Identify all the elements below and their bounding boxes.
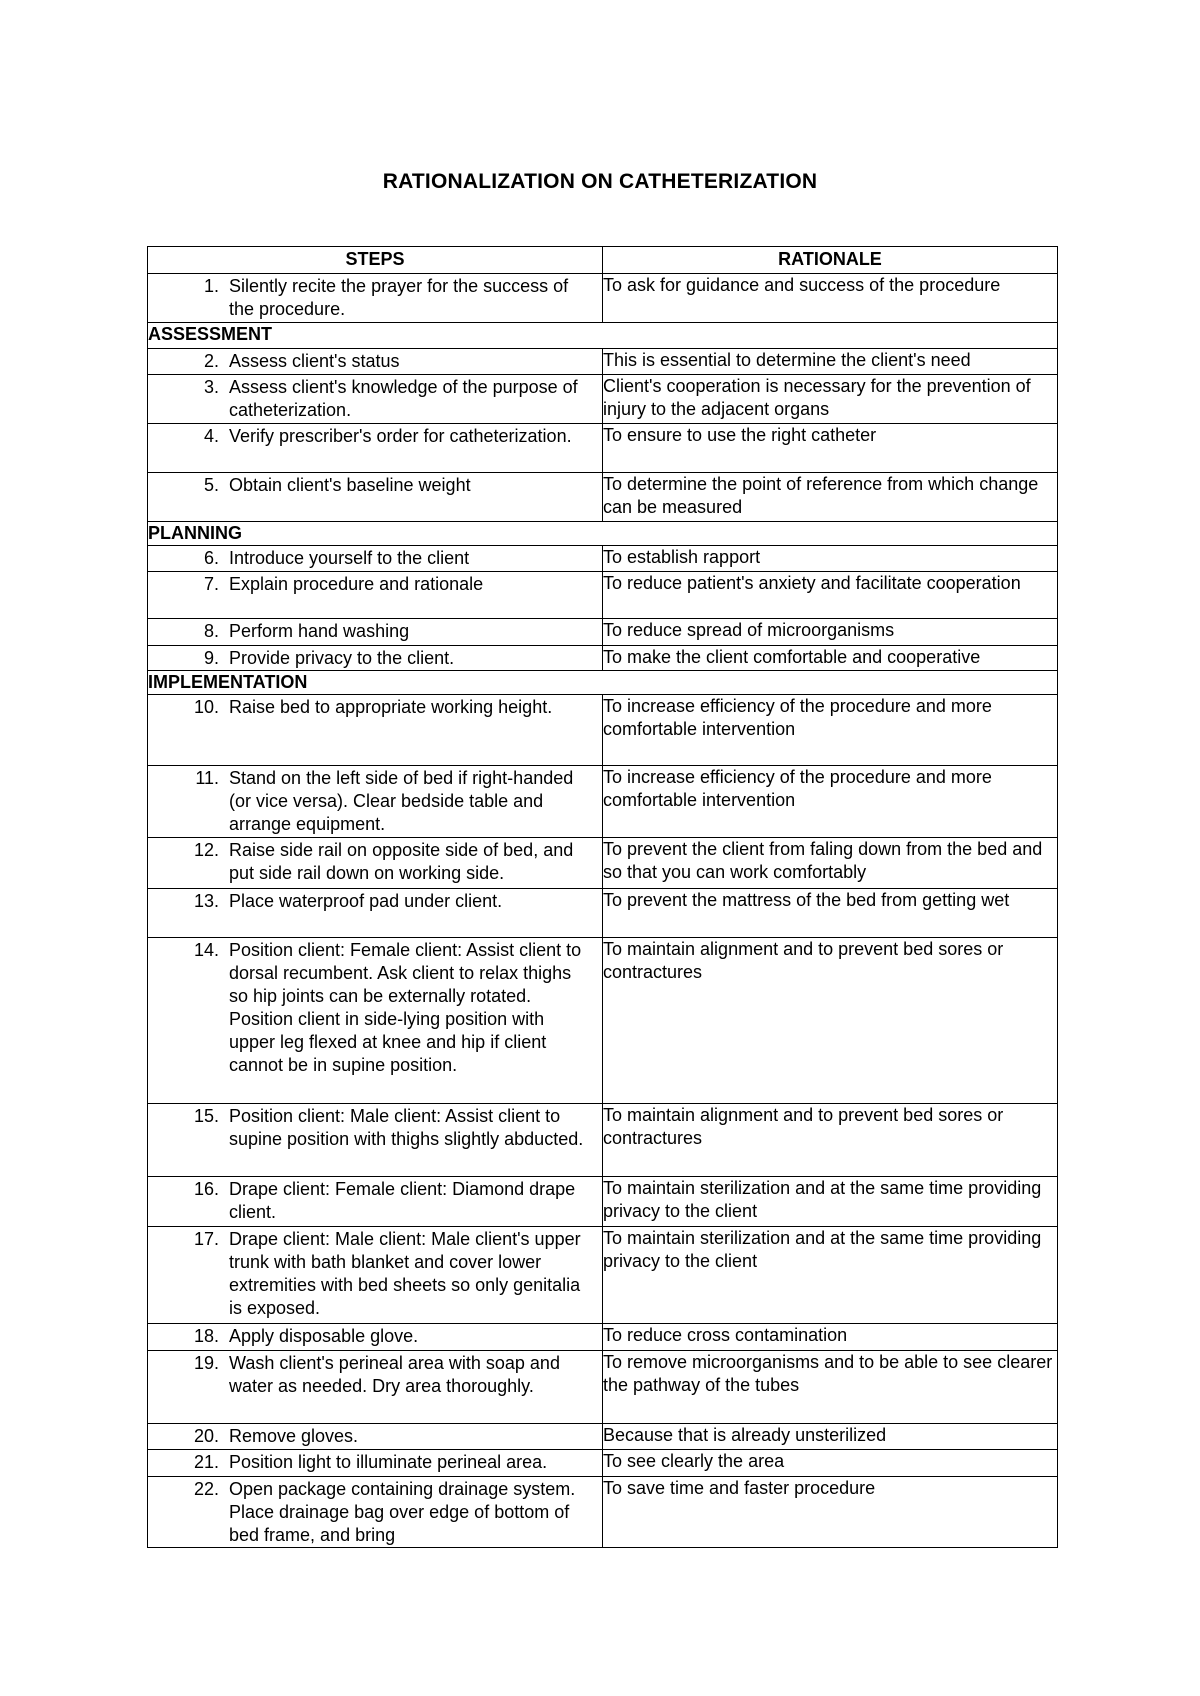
table-row bbox=[148, 889, 1058, 938]
step-content bbox=[148, 572, 602, 596]
step-content bbox=[148, 1227, 602, 1320]
step-number: 11. bbox=[195, 768, 219, 788]
step-text: Position client: Female client: Assist client to dorsal recumbent. Ask client to relax thighs so hip joints can be externally rotated. Position client in side-lying position with upper leg flexed at knee and hip if client cannot be in supine position. bbox=[229, 940, 582, 1075]
step-text: Wash client's perineal area with soap and water as needed. Dry area thoroughly. bbox=[229, 1353, 560, 1396]
step-cell bbox=[148, 889, 603, 938]
table-row bbox=[148, 1177, 1058, 1227]
step-content bbox=[148, 889, 602, 913]
step-content bbox=[148, 424, 602, 448]
step-number: 5. bbox=[203, 475, 219, 495]
table-row bbox=[148, 1324, 1058, 1351]
step-text: Drape client: Male client: Male client's upper trunk with bath blanket and cover lower extremities with bed sheets so only genitalia is exposed. bbox=[229, 1229, 581, 1318]
table-header-row bbox=[148, 247, 1058, 274]
rationale-cell: To increase efficiency of the procedure and more comfortable intervention bbox=[603, 695, 1058, 766]
step-cell bbox=[148, 1477, 603, 1548]
step-number: 12. bbox=[193, 840, 219, 860]
rationale-cell: To maintain sterilization and at the same time providing privacy to the client bbox=[603, 1227, 1058, 1324]
table-row bbox=[148, 546, 1058, 572]
step-content bbox=[148, 1177, 602, 1224]
table-row bbox=[148, 766, 1058, 838]
table-row bbox=[148, 1477, 1058, 1548]
step-text: Apply disposable glove. bbox=[229, 1326, 419, 1346]
step-cell bbox=[148, 572, 603, 619]
step-number: 8. bbox=[203, 621, 219, 641]
step-cell bbox=[148, 424, 603, 473]
step-cell bbox=[148, 1177, 603, 1227]
step-text: Position light to illuminate perineal area. bbox=[229, 1452, 548, 1472]
step-content bbox=[148, 1324, 602, 1348]
step-text: Provide privacy to the client. bbox=[229, 648, 455, 668]
step-content bbox=[148, 838, 602, 885]
step-cell bbox=[148, 646, 603, 671]
step-cell bbox=[148, 546, 603, 572]
section-label: ASSESSMENT bbox=[148, 323, 1058, 349]
step-content bbox=[148, 546, 602, 570]
step-content bbox=[148, 938, 602, 1077]
rationale-cell: To maintain alignment and to prevent bed sores or contractures bbox=[603, 938, 1058, 1104]
step-cell bbox=[148, 1227, 603, 1324]
rationale-cell: To increase efficiency of the procedure and more comfortable intervention bbox=[603, 766, 1058, 838]
rationale-cell: To maintain alignment and to prevent bed sores or contractures bbox=[603, 1104, 1058, 1177]
table-row bbox=[148, 375, 1058, 424]
rationale-cell: This is essential to determine the client's need bbox=[603, 349, 1058, 375]
step-text: Perform hand washing bbox=[229, 621, 410, 641]
step-text: Introduce yourself to the client bbox=[229, 548, 470, 568]
table-row bbox=[148, 424, 1058, 473]
table-row bbox=[148, 938, 1058, 1104]
rationale-cell: To determine the point of reference from which change can be measured bbox=[603, 473, 1058, 522]
step-number: 19. bbox=[193, 1353, 219, 1373]
step-number: 21. bbox=[193, 1452, 219, 1472]
section-row bbox=[148, 671, 1058, 695]
rationale-cell: To save time and faster procedure bbox=[603, 1477, 1058, 1548]
table-row bbox=[148, 572, 1058, 619]
section-row bbox=[148, 522, 1058, 546]
step-number: 17. bbox=[193, 1229, 219, 1249]
step-number: 2. bbox=[203, 351, 219, 371]
step-text: Silently recite the prayer for the success of the procedure. bbox=[229, 276, 569, 319]
table-row bbox=[148, 646, 1058, 671]
section-row bbox=[148, 323, 1058, 349]
step-number: 3. bbox=[203, 377, 219, 397]
table-row bbox=[148, 619, 1058, 646]
table-row bbox=[148, 473, 1058, 522]
step-content bbox=[148, 274, 602, 321]
step-content bbox=[148, 375, 602, 422]
rationale-cell: To remove microorganisms and to be able to see clearer the pathway of the tubes bbox=[603, 1351, 1058, 1424]
step-number: 7. bbox=[203, 574, 219, 594]
rationale-cell: Because that is already unsterilized bbox=[603, 1424, 1058, 1450]
rationale-cell: To establish rapport bbox=[603, 546, 1058, 572]
table-row bbox=[148, 838, 1058, 889]
step-cell bbox=[148, 473, 603, 522]
rationale-cell: To reduce patient's anxiety and facilitate cooperation bbox=[603, 572, 1058, 619]
step-number: 20. bbox=[193, 1426, 219, 1446]
step-text: Drape client: Female client: Diamond drape client. bbox=[229, 1179, 576, 1222]
rationale-cell: To see clearly the area bbox=[603, 1450, 1058, 1477]
step-cell bbox=[148, 1104, 603, 1177]
table-body bbox=[148, 274, 1058, 1548]
step-text: Assess client's status bbox=[229, 351, 400, 371]
step-number: 15. bbox=[193, 1106, 219, 1126]
step-cell bbox=[148, 619, 603, 646]
step-number: 18. bbox=[193, 1326, 219, 1346]
table-row bbox=[148, 349, 1058, 375]
step-content bbox=[148, 766, 602, 836]
rationale-cell: To prevent the mattress of the bed from getting wet bbox=[603, 889, 1058, 938]
steps-column-header: STEPS bbox=[148, 247, 603, 274]
step-cell bbox=[148, 838, 603, 889]
table-row bbox=[148, 1227, 1058, 1324]
step-cell bbox=[148, 274, 603, 323]
table-row bbox=[148, 1351, 1058, 1424]
step-content bbox=[148, 1424, 602, 1448]
table-row bbox=[148, 274, 1058, 323]
table-row bbox=[148, 1450, 1058, 1477]
step-text: Remove gloves. bbox=[229, 1426, 359, 1446]
step-number: 13. bbox=[193, 891, 219, 911]
step-cell bbox=[148, 1324, 603, 1351]
step-text: Position client: Male client: Assist client to supine position with thighs slightly abducted. bbox=[229, 1106, 584, 1149]
step-number: 16. bbox=[193, 1179, 219, 1199]
step-cell bbox=[148, 375, 603, 424]
table-row bbox=[148, 1424, 1058, 1450]
rationale-cell: Client's cooperation is necessary for the prevention of injury to the adjacent organs bbox=[603, 375, 1058, 424]
step-text: Open package containing drainage system. Place drainage bag over edge of bottom of bed frame, and bring bbox=[229, 1479, 576, 1545]
document-title: RATIONALIZATION ON CATHETERIZATION bbox=[382, 170, 818, 193]
step-text: Place waterproof pad under client. bbox=[229, 891, 503, 911]
rationale-column-header: RATIONALE bbox=[603, 247, 1058, 274]
rationale-cell: To make the client comfortable and cooperative bbox=[603, 646, 1058, 671]
rationale-cell: To maintain sterilization and at the same time providing privacy to the client bbox=[603, 1177, 1058, 1227]
step-content bbox=[148, 646, 602, 670]
rationale-cell: To reduce spread of microorganisms bbox=[603, 619, 1058, 646]
step-content bbox=[148, 1104, 602, 1151]
step-text: Explain procedure and rationale bbox=[229, 574, 484, 594]
step-text: Raise side rail on opposite side of bed, and put side rail down on working side. bbox=[229, 840, 574, 883]
rationale-cell: To reduce cross contamination bbox=[603, 1324, 1058, 1351]
step-text: Stand on the left side of bed if right-handed (or vice versa). Clear bedside table and arrange equipment. bbox=[229, 768, 574, 834]
step-text: Obtain client's baseline weight bbox=[229, 475, 471, 495]
section-label: IMPLEMENTATION bbox=[148, 671, 1058, 695]
step-cell bbox=[148, 349, 603, 375]
step-number: 10. bbox=[193, 697, 219, 717]
step-cell bbox=[148, 1424, 603, 1450]
table-row bbox=[148, 1104, 1058, 1177]
step-cell bbox=[148, 766, 603, 838]
step-content bbox=[148, 473, 602, 497]
step-content bbox=[148, 619, 602, 643]
step-cell bbox=[148, 1450, 603, 1477]
step-text: Verify prescriber's order for catheterization. bbox=[229, 426, 572, 446]
step-number: 9. bbox=[203, 648, 219, 668]
rationale-cell: To prevent the client from faling down from the bed and so that you can work comfortably bbox=[603, 838, 1058, 889]
step-content bbox=[148, 1351, 602, 1398]
step-cell bbox=[148, 1351, 603, 1424]
step-cell bbox=[148, 695, 603, 766]
step-cell bbox=[148, 938, 603, 1104]
rationale-cell: To ensure to use the right catheter bbox=[603, 424, 1058, 473]
step-content bbox=[148, 1477, 602, 1547]
step-number: 6. bbox=[203, 548, 219, 568]
step-text: Raise bed to appropriate working height. bbox=[229, 697, 553, 717]
rationale-table bbox=[147, 246, 1058, 1548]
step-text: Assess client's knowledge of the purpose of catheterization. bbox=[229, 377, 578, 420]
step-content bbox=[148, 695, 602, 719]
section-label: PLANNING bbox=[148, 522, 1058, 546]
step-number: 14. bbox=[193, 940, 219, 960]
table-row bbox=[148, 695, 1058, 766]
step-number: 1. bbox=[203, 276, 219, 296]
step-number: 22. bbox=[193, 1479, 219, 1499]
step-content bbox=[148, 349, 602, 373]
step-number: 4. bbox=[203, 426, 219, 446]
step-content bbox=[148, 1450, 602, 1474]
rationale-cell: To ask for guidance and success of the procedure bbox=[603, 274, 1058, 323]
